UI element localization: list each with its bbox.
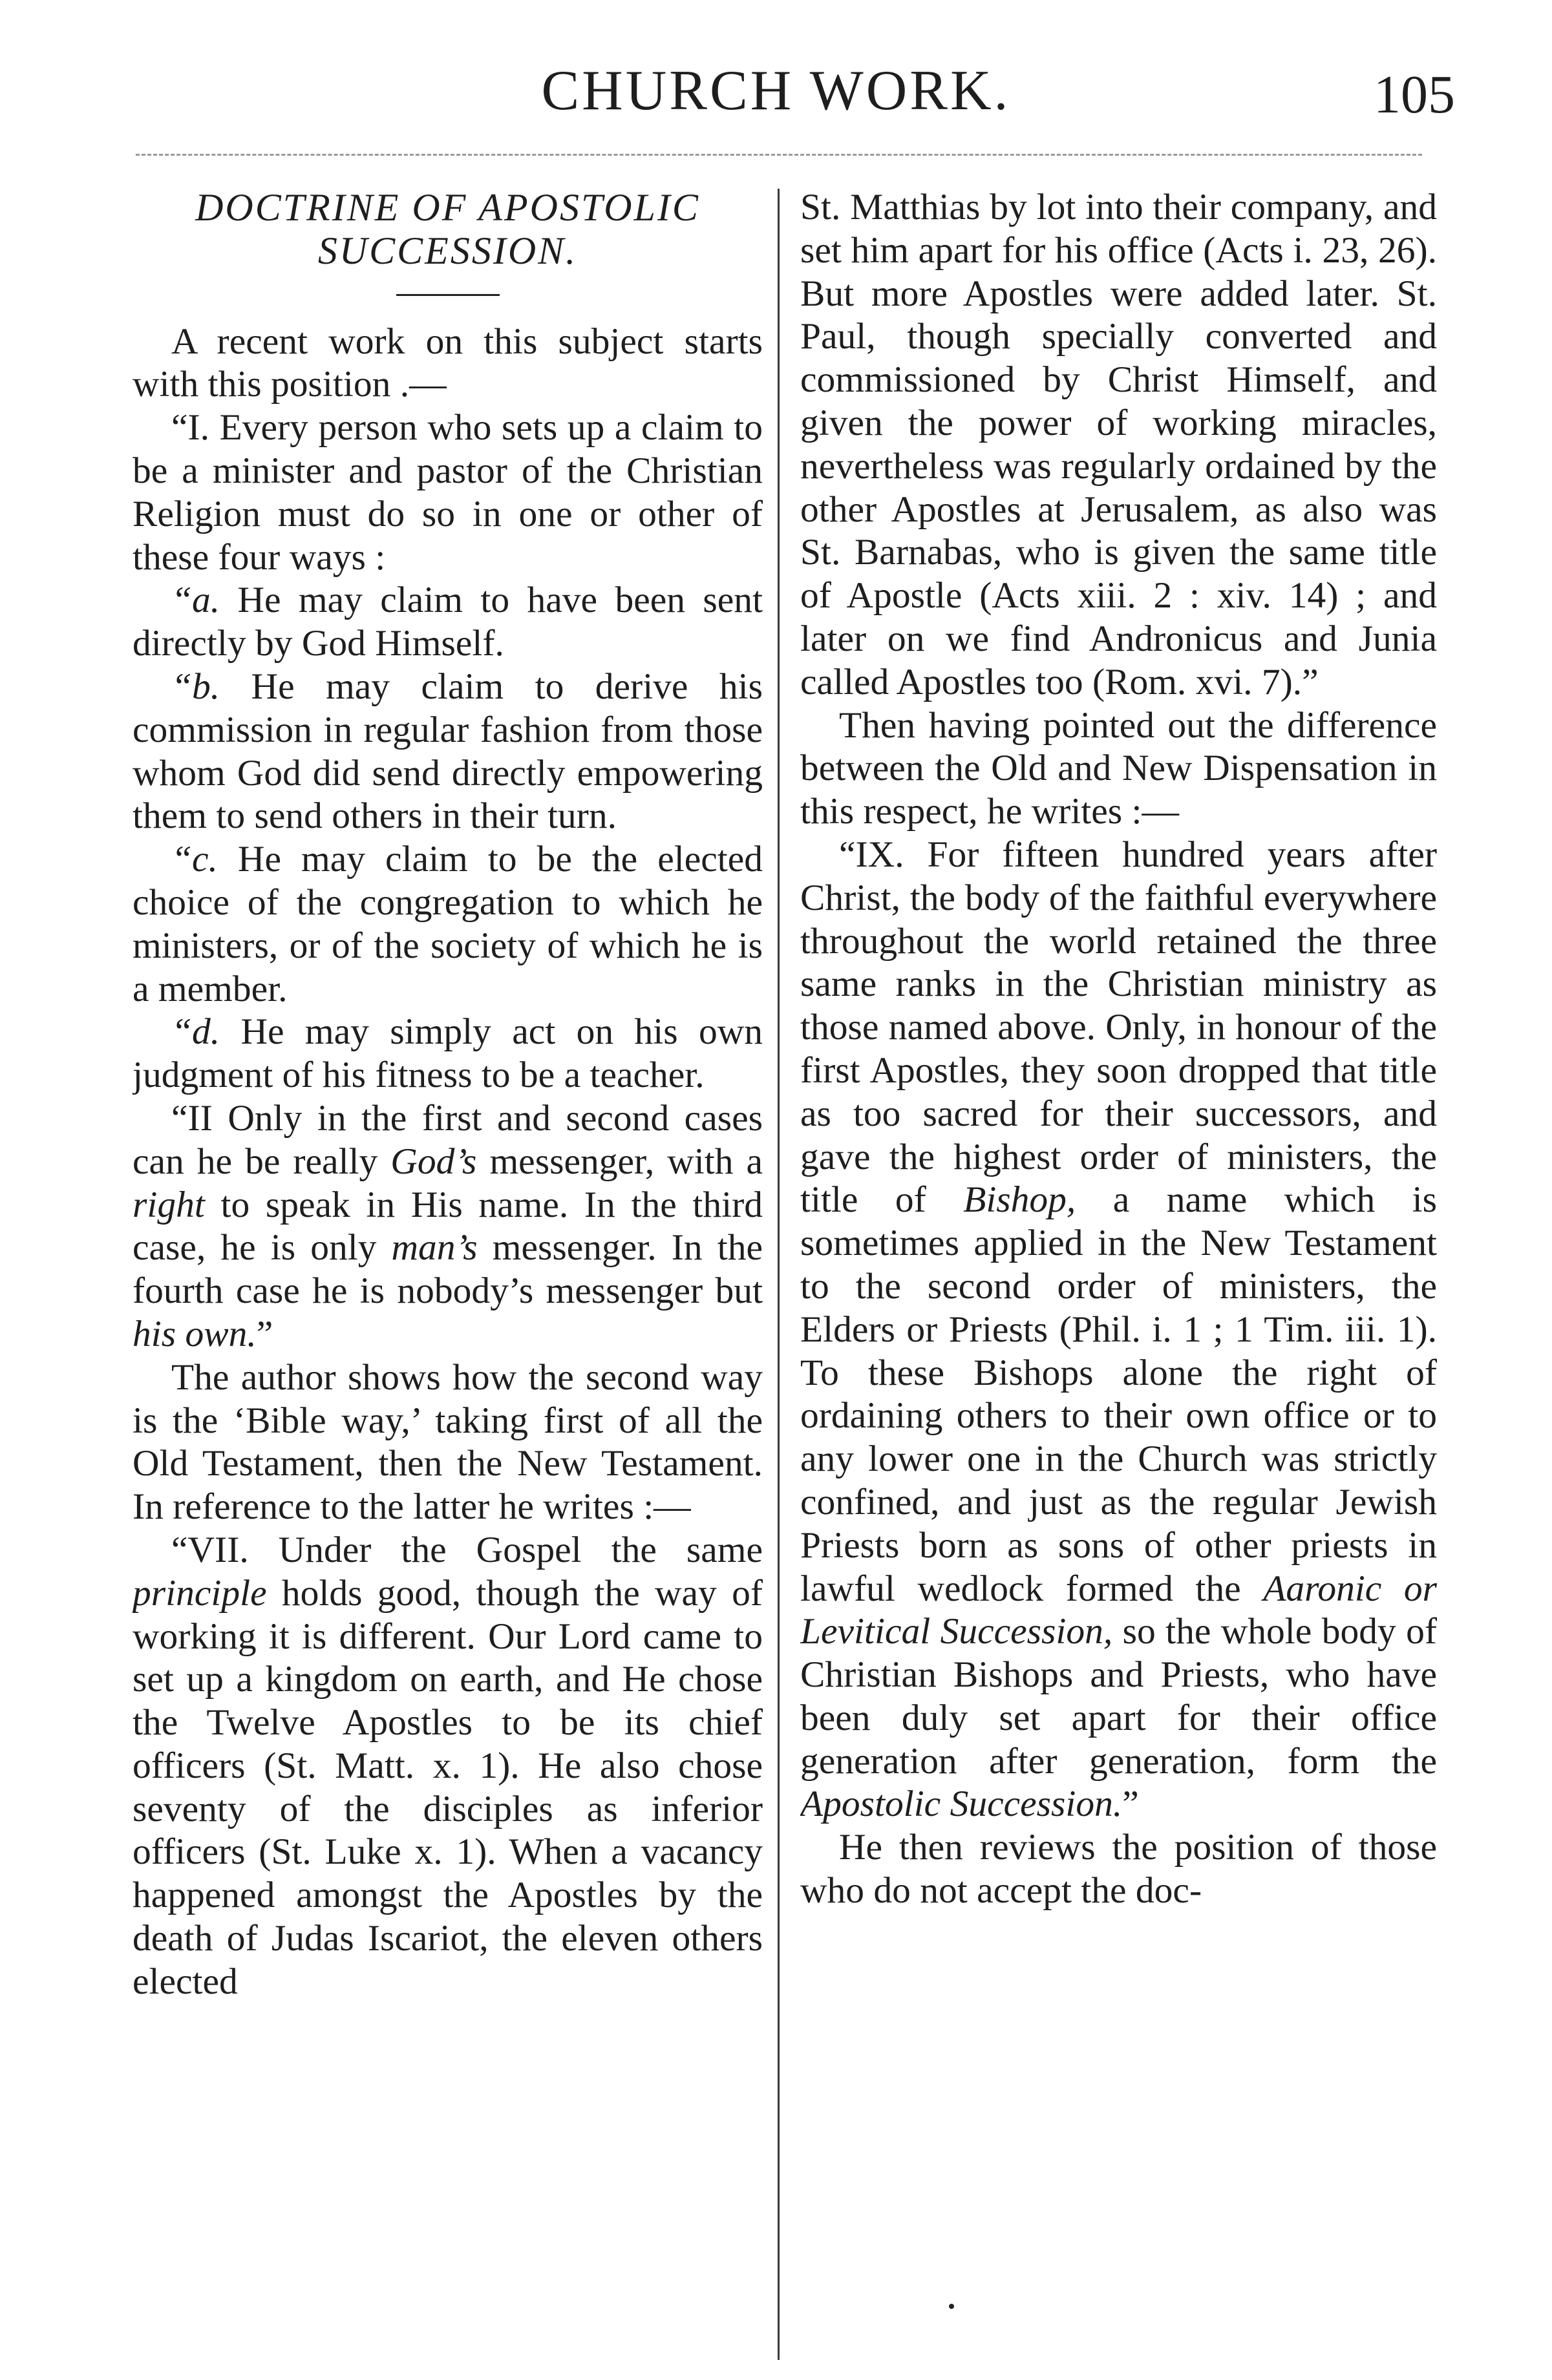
header-rule bbox=[136, 154, 1422, 156]
paragraph-point-b bbox=[133, 666, 763, 838]
point-ix-apostolic: Apostolic Succession. bbox=[800, 1784, 1123, 1825]
point-d-mark: “d. bbox=[171, 1011, 220, 1053]
article-title-line-1: DOCTRINE OF APOSTOLIC bbox=[195, 186, 700, 229]
point-ix-text-1: “IX. For fifteen hundred years after Christ, the body of the faithful everywhere throughout the world retained the three same ranks in the Christian ministry as those named above. Only, in honour of the first Apostles, they soon dropped that title as too sacred for their successors, and gave the highest order of ministers, the title of bbox=[800, 834, 1437, 1221]
paragraph-point-ix bbox=[800, 834, 1437, 1826]
point-c-mark: “c. bbox=[171, 839, 218, 880]
paragraph-point-ii bbox=[133, 1097, 763, 1356]
paragraph-point-c bbox=[133, 838, 763, 1011]
article-title bbox=[133, 186, 763, 273]
point-vii-text-2: holds good, though the way of working it is different. Our Lord came to set up a kingdom on earth, and He chose the Twelve Apostles to be its chief officers (St. Matt. x. 1). He also chose seventy of the disciples as inferior officers (St. Luke x. 1). When a vacancy happened amongst the Apostles by the death of Judas Iscariot, the eleven others elected bbox=[133, 1572, 763, 2002]
point-ii-text-5: ” bbox=[256, 1313, 273, 1354]
point-c-text: He may claim to be the elected choice of the congregation to which he ministers, or of the society of which he is a member. bbox=[133, 839, 763, 1009]
point-b-text: He may claim to derive his commission in regular fashion from those whom God did send directly empowering them to send others in their turn. bbox=[133, 666, 763, 837]
paragraph-last: He then reviews the position of those who do not accept the doc- bbox=[800, 1827, 1437, 1911]
running-title: CHURCH WORK. bbox=[541, 59, 1011, 122]
right-column bbox=[800, 186, 1437, 2364]
point-ix-aaronic: Aaronic or Levitical Succession, bbox=[800, 1568, 1437, 1652]
point-ii-text-4: messenger. In the fourth case he is nobody’s messenger but bbox=[133, 1227, 763, 1312]
left-column bbox=[133, 186, 763, 2364]
ink-speck bbox=[949, 2304, 954, 2309]
point-ix-bishop: Bishop, bbox=[963, 1179, 1076, 1221]
paragraph-point-d bbox=[133, 1011, 763, 1097]
point-ii-text-3: to speak in His name. In the third case, he is only bbox=[133, 1184, 763, 1269]
point-ix-text-2: a name which is sometimes applied in the New Testament to the second order of ministers, the Elders or Priests (Phil. i. 1 ; 1 Tim. iii. 1). To these Bishops alone the right of ordaining others to their own office or to any lower one in the Church was strictly confined, and just as the regular Jewish Priests born as sons of other priests in lawful wedlock formed the bbox=[800, 1179, 1437, 1609]
paragraph-continuation: St. Matthias by lot into their company, and set him apart for his office (Acts i. 23, 26). But more Apostles were added later. St. Paul, though specially converted and commissioned by Christ Himself, and given the power of working miracles, nevertheless was regularly ordained by the other Apostles at Jerusalem, as also was St. Barnabas, who is given the same title of Apostle (Acts xiii. 2 : xiv. 14) ; and later on we find Andronicus and Junia called Apostles too (Rom. xvi. 7).” bbox=[800, 187, 1437, 702]
point-ix-text-3: so the whole body of Christian Bishops and Priests, who have been duly set apart for their office generation after generation, form the bbox=[800, 1611, 1437, 1782]
paragraph-point-vii bbox=[133, 1529, 763, 2004]
column-divider bbox=[778, 189, 780, 2360]
paragraph-then: Then having pointed out the difference between the Old and New Dispensation in this respect, he writes :— bbox=[800, 704, 1437, 832]
paragraph-point-a bbox=[133, 579, 763, 666]
paragraph-point-i: “I. Every person who sets up a claim to be a minister and pastor of the Christian Religion must do so in one or other of these four ways : bbox=[133, 407, 763, 578]
point-ii-text-2: messenger, with a bbox=[476, 1141, 763, 1182]
point-ii-gods: God’s bbox=[390, 1141, 477, 1182]
title-rule bbox=[396, 294, 500, 296]
point-vii-principle: principle bbox=[133, 1572, 267, 1614]
point-ii-own: his own. bbox=[133, 1313, 257, 1354]
point-ii-text-1: “II Only in the first and second cases can he be really bbox=[133, 1097, 763, 1182]
point-a-text: He may claim to have been sent directly by God Himself. bbox=[133, 580, 763, 664]
article-title-line-2: SUCCESSION. bbox=[317, 229, 578, 272]
paragraph-intro: A recent work on this subject starts with this position .— bbox=[133, 321, 763, 405]
point-a-mark: “a. bbox=[171, 580, 220, 621]
point-ii-mans: man’s bbox=[391, 1227, 478, 1269]
paragraph-author: The author shows how the second way is the ‘Bible way,’ taking first of all the Old Testament, then the New Testament. In reference to the latter he writes :— bbox=[133, 1356, 763, 1528]
point-ix-text-4: ” bbox=[1122, 1784, 1139, 1825]
point-vii-text-1: “VII. Under the Gospel the same bbox=[171, 1529, 763, 1570]
point-b-mark: “b. bbox=[171, 666, 220, 707]
page-header bbox=[0, 58, 1552, 149]
point-d-text: He may simply act on his own judgment of his fitness to be a teacher. bbox=[133, 1011, 763, 1096]
page-number: 105 bbox=[1374, 65, 1455, 125]
point-ii-right: right bbox=[133, 1184, 205, 1225]
